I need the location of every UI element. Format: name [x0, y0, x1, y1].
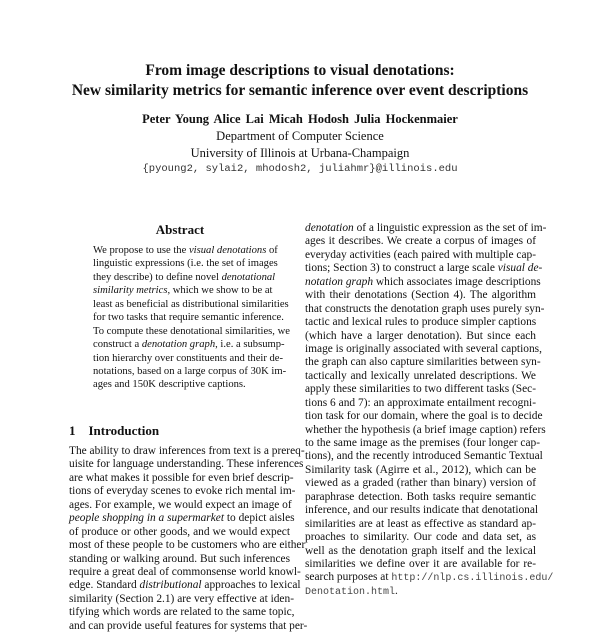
- text-line: [69, 445, 305, 458]
- text-span: viewed as a graded (rather than binary) version of: [305, 477, 536, 490]
- text-span: apply these similarities to two different tasks (Sec-: [305, 383, 537, 396]
- text-line: [305, 545, 536, 558]
- abstract-heading: Abstract: [155, 222, 205, 237]
- text-line: [93, 311, 284, 324]
- text-span: whether the hypothesis (a brief image caption) refers: [305, 423, 546, 436]
- text-line: [305, 356, 541, 369]
- emphasized-text: people shopping in a supermarket: [69, 512, 225, 525]
- text-span: construct a: [93, 339, 142, 351]
- text-line: [69, 619, 308, 633]
- text-line: [69, 485, 296, 498]
- text-line: [305, 383, 536, 396]
- text-span: tactic and lexical rules to produce simpler captions: [305, 316, 537, 329]
- text-span: tions 6 and 7): an approximate entailment recogni-: [305, 396, 536, 409]
- introduction-body: [69, 445, 308, 633]
- url-link[interactable]: http://nlp.cs.illinois.edu/: [391, 573, 554, 585]
- text-span: edge. Standard: [69, 579, 140, 592]
- text-span: , which we show to be at: [167, 285, 273, 297]
- text-line: [305, 342, 542, 356]
- text-span: tions), and the recently introduced Semantic Textual: [305, 450, 543, 463]
- text-span: the graph can also capture similarities between syn-: [305, 356, 541, 369]
- text-line: [93, 284, 271, 297]
- text-span: tions; Section 3) to construct a large scale: [305, 262, 498, 275]
- text-line: [69, 512, 295, 525]
- text-line: [305, 330, 536, 343]
- text-span: image is originally associated with several captions,: [305, 342, 542, 355]
- author-emails: {pyoung2, sylai2, mhodosh2, juliahmr}@illinois.edu: [142, 163, 458, 175]
- text-span: well as the denotation graph itself and the lexical: [305, 544, 536, 557]
- text-line: [69, 458, 304, 471]
- text-span: standing or walking around. But such inferences: [69, 552, 290, 565]
- text-span: search purposes at: [305, 571, 392, 584]
- text-line: [305, 370, 536, 383]
- text-span: which associates image descriptions: [373, 275, 541, 288]
- text-span: they describe) to define novel: [93, 271, 222, 283]
- text-line: [93, 325, 290, 338]
- text-line: [93, 298, 289, 311]
- emphasized-text: denotation: [305, 222, 354, 234]
- text-span: of a linguistic expression as the set of im-: [353, 222, 547, 234]
- text-span: notations, based on a large corpus of 30K im-: [93, 365, 287, 377]
- text-line: [93, 244, 278, 257]
- text-line: [305, 262, 543, 275]
- text-span: tifying which words are related to the same topic,: [69, 606, 295, 619]
- text-span: and can provide useful features for systems that per-: [69, 619, 308, 632]
- text-line: [93, 378, 271, 391]
- text-span: .: [395, 584, 398, 597]
- text-line: [305, 491, 536, 504]
- text-span: most of these people to be customers who are either: [69, 539, 306, 552]
- emphasized-text: notation graph: [305, 275, 374, 288]
- text-line: [69, 565, 301, 579]
- text-span: linguistic expressions (i.e. the set of images: [93, 258, 278, 270]
- text-line: [305, 437, 541, 450]
- text-span: paraphrase detection. Both tasks require semantic: [305, 490, 536, 503]
- text-span: tion task for our domain, where the goal is to decide: [305, 410, 543, 423]
- text-span: To compute these denotational similarities, we: [93, 325, 290, 337]
- text-span: Similarity task (Agirre et al., 2012), which can be: [305, 463, 536, 476]
- url-link[interactable]: Denotation.html: [305, 586, 396, 598]
- author-list: Peter Young Alice Lai Micah Hodosh Julia Hockenmaier: [142, 112, 458, 126]
- text-span: inference, and our results indicate that denotational: [305, 504, 539, 517]
- section-heading-introduction: [69, 423, 159, 439]
- text-line: [305, 558, 536, 571]
- university: University of Illinois at Urbana-Champaign: [190, 146, 410, 160]
- emphasized-text: denotation graph: [141, 339, 216, 351]
- text-span: (which have a larger denotation). But since each: [305, 329, 536, 342]
- text-line: [305, 289, 536, 302]
- text-span: similarities we define over it are available for re-: [305, 557, 536, 570]
- emphasized-text: denotational: [221, 271, 276, 283]
- text-span: uisite for language understanding. These inferences: [69, 458, 304, 471]
- emphasized-text: similarity metrics: [93, 285, 168, 297]
- text-span: The ability to draw inferences from text is a prereq-: [69, 445, 305, 457]
- text-line: [69, 539, 306, 552]
- text-line: [69, 553, 290, 566]
- text-span: that constructs the denotation graph uses purely syn-: [305, 302, 545, 315]
- text-span: tion hierarchy over constituents and their de-: [93, 352, 284, 364]
- text-span: similarities are at least as effective as standard ap-: [305, 517, 536, 530]
- text-span: are what makes it possible for even brief descrip-: [69, 471, 294, 484]
- text-line: [305, 504, 539, 517]
- paper-title-line-1: From image descriptions to visual denotations:: [145, 62, 455, 79]
- text-line: [69, 471, 294, 485]
- text-line: [93, 365, 287, 378]
- abstract-body: [93, 244, 290, 392]
- text-span: for two tasks that require semantic inference.: [93, 312, 284, 324]
- text-span: everyday activities (each paired with multiple cap-: [305, 248, 536, 261]
- text-line: [93, 271, 276, 284]
- text-line: [69, 526, 290, 539]
- text-span: proaches to similarity. Our code and data set, as: [305, 531, 536, 544]
- text-line: [305, 249, 536, 262]
- text-span: , i.e. a subsump-: [215, 339, 285, 351]
- text-span: approaches to lexical: [201, 579, 301, 592]
- text-line: [305, 450, 543, 463]
- text-line: [93, 338, 285, 351]
- text-line: [305, 397, 536, 410]
- department: Department of Computer Science: [216, 129, 384, 143]
- emphasized-text: visual de-: [497, 262, 543, 275]
- text-span: to the same image as the premises (four longer cap-: [305, 437, 541, 449]
- text-span: ages. For example, we would expect an image of: [69, 498, 292, 511]
- text-span: of produce or other goods, and we would expect: [69, 525, 290, 538]
- text-line: [305, 464, 536, 477]
- text-span: similarity (Section 2.1) are very effective at iden-: [69, 592, 294, 605]
- paper-title-line-2: New similarity metrics for semantic inference over event descriptions: [71, 82, 529, 99]
- text-span: least as beneficial as distributional similarities: [93, 298, 289, 310]
- text-span: tions of everyday scenes to evoke rich mental im-: [69, 485, 296, 498]
- section-number: 1: [69, 423, 76, 438]
- text-span: ages it describes. We create a corpus of images of: [305, 235, 536, 248]
- text-line: [305, 571, 554, 585]
- text-line: [305, 275, 541, 289]
- text-span: require a great deal of commonsense world knowl-: [69, 565, 301, 578]
- emphasized-text: distributional: [139, 579, 202, 592]
- text-line: [305, 302, 545, 316]
- text-span: with their denotations (Section 4). The algorithm: [305, 289, 536, 302]
- text-span: of: [266, 245, 278, 256]
- text-span: to depict aisles: [224, 512, 295, 525]
- text-line: [305, 222, 547, 235]
- text-line: [305, 531, 536, 544]
- text-line: [305, 477, 536, 490]
- text-line: [305, 423, 546, 437]
- text-line: [305, 410, 543, 423]
- text-span: We propose to use the: [93, 245, 189, 256]
- text-line: [93, 352, 284, 365]
- text-line: [305, 518, 536, 531]
- text-line: [305, 235, 536, 248]
- text-line: [69, 606, 295, 619]
- text-line: [69, 579, 301, 592]
- text-line: [305, 585, 536, 598]
- text-line: [69, 499, 290, 512]
- right-column-body: [305, 222, 554, 598]
- text-line: [305, 316, 536, 329]
- text-span: ages and 150K descriptive captions.: [93, 379, 246, 391]
- text-line: [93, 257, 278, 270]
- text-span: tactically and lexically unrelated descriptions. We: [305, 369, 536, 382]
- section-title: Introduction: [88, 423, 160, 438]
- emphasized-text: visual denotations: [188, 245, 267, 256]
